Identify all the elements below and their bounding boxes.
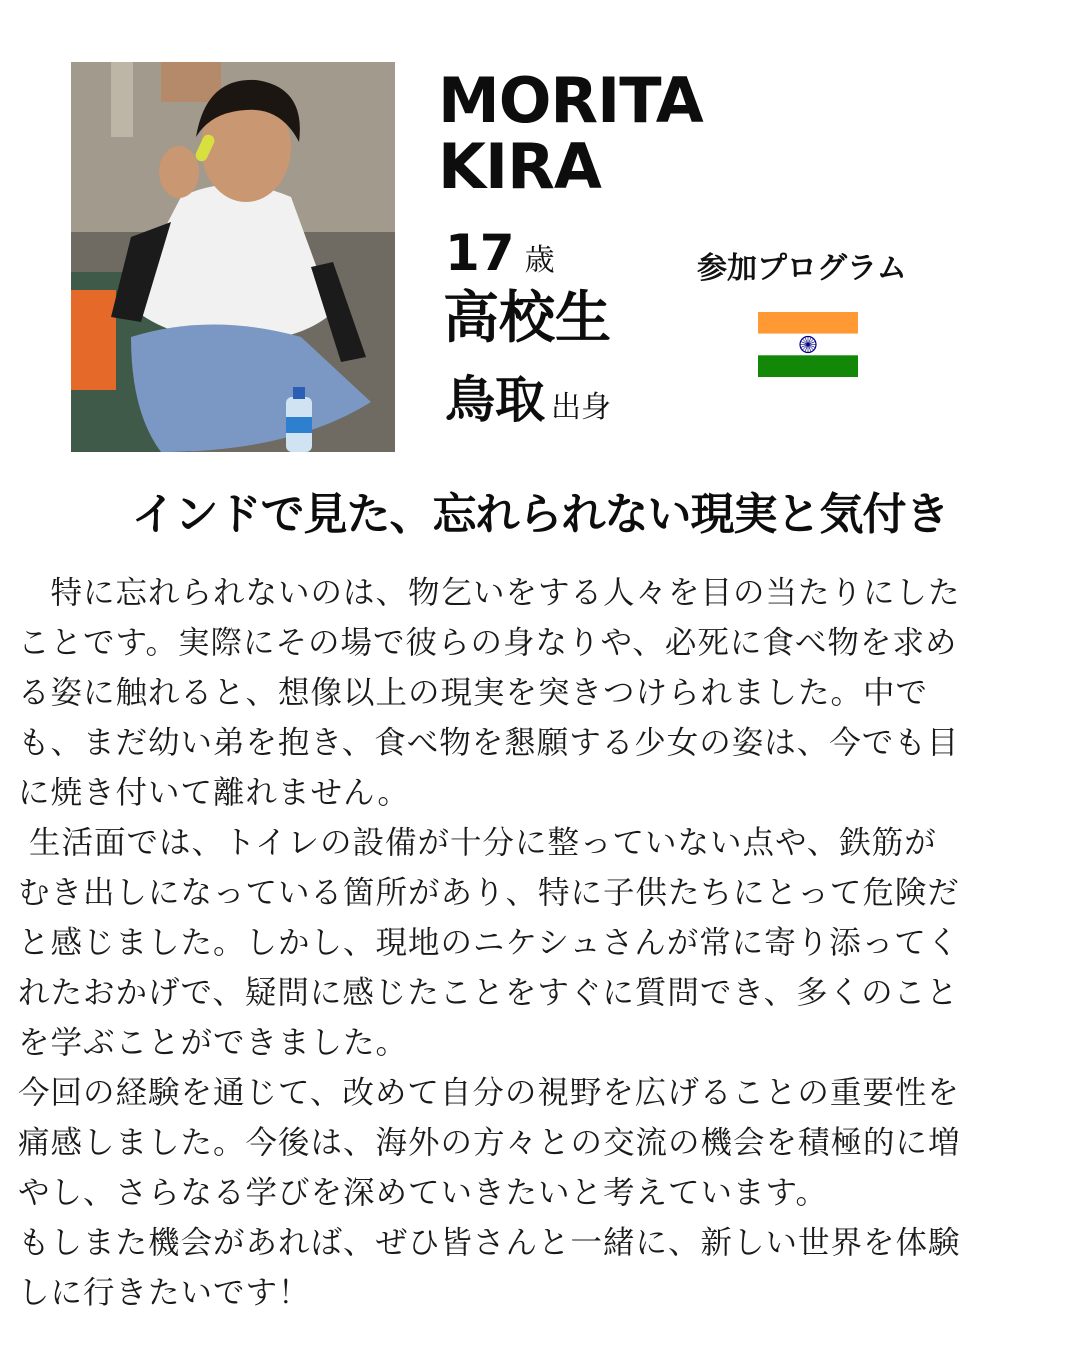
program-label: 参加プログラム <box>697 251 907 286</box>
origin-place: 鳥取 <box>445 371 545 429</box>
body-line: 今回の経験を通じて、改めて自分の視野を広げることの重要性を <box>18 1075 960 1111</box>
body-line: ことです。実際にその場で彼らの身なりや、必死に食べ物を求め <box>18 625 958 661</box>
body-line: やし、さらなる学びを深めていきたいと考えています。 <box>18 1175 828 1211</box>
flag-green-band <box>758 355 858 377</box>
school-level: 高校生 <box>443 286 611 351</box>
body-line: 痛感しました。今後は、海外の方々との交流の機会を積極的に増 <box>18 1125 961 1161</box>
age <box>445 224 555 282</box>
age-unit: 歳 <box>524 243 555 278</box>
headline: インドで見た、忘れられない現実と気付き <box>131 489 949 540</box>
india-flag-icon <box>758 312 858 377</box>
profile-photo <box>71 62 395 452</box>
body-line: しに行きたいです！ <box>18 1275 311 1311</box>
body-line: と感じました。しかし、現地のニケシュさんが常に寄り添ってく <box>18 925 960 961</box>
ashoka-chakra-icon <box>800 337 816 353</box>
origin <box>445 360 611 432</box>
body-text <box>18 568 1068 1318</box>
body-line: 特に忘れられないのは、物乞いをする人々を目の当たりにした <box>18 575 961 611</box>
age-number: 17 <box>445 224 515 282</box>
name-line-2: KIRA <box>438 130 601 203</box>
body-line: れたおかげで、疑問に感じたことをすぐに質問でき、多くのこと <box>18 975 959 1011</box>
body-line: る姿に触れると、想像以上の現実を突きつけられました。中で <box>18 675 929 711</box>
origin-suffix: 出身 <box>551 390 611 425</box>
flag-saffron-band <box>758 312 858 334</box>
name-line-1: MORITA <box>438 64 703 137</box>
body-line: に焼き付いて離れません。 <box>18 775 410 811</box>
body-line: 生活面では、トイレの設備が十分に整っていない点や、鉄筋が <box>18 825 937 861</box>
body-line: を学ぶことができました。 <box>18 1025 409 1061</box>
body-line: もしまた機会があれば、ぜひ皆さんと一緒に、新しい世界を体験 <box>18 1225 961 1261</box>
body-line: も、まだ幼い弟を抱き、食べ物を懇願する少女の姿は、今でも目 <box>18 725 960 761</box>
participant-name <box>438 64 703 203</box>
body-line: むき出しになっている箇所があり、特に子供たちにとって危険だ <box>18 875 960 911</box>
